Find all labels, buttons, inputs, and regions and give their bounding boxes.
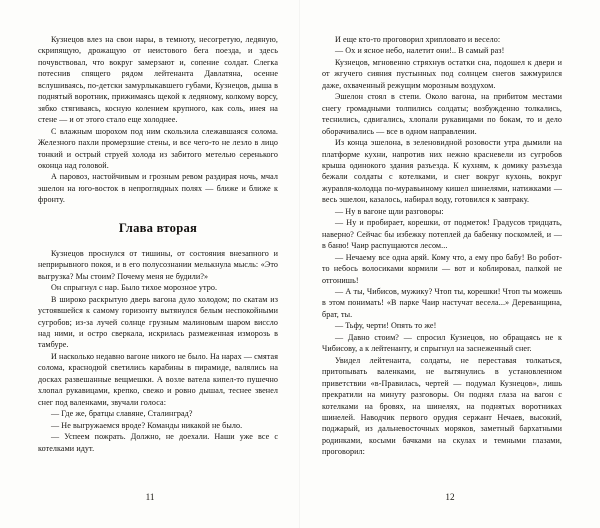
dialogue-line: — Ну и пробирает, корешки, от подметок! Градусов тридцать, наверно? Сейчас бы избежку потеплей да бабенку поскомлей, и — в баню! Чаир распущаются лесом... bbox=[322, 218, 562, 251]
paragraph: А паровоз, настойчивым и грозным ревом раздирая ночь, мчал эшелон на юго-восток в непроглядных полях — ближе и ближе к фронту. bbox=[38, 172, 278, 205]
page-number-right: 12 bbox=[445, 492, 455, 502]
dialogue-line: — Успеем пожрать. Должно, не доехали. Наши уже все с котелками идут. bbox=[38, 432, 278, 453]
paragraph: Эшелон стоял в степи. Около вагона, на прибитом местами снегу громадными толпились солдаты; возбужденно толкались, теснились, сдвигались, хлопали рукавицами по бокам, то и дело оборачивались — все в одном направлении. bbox=[322, 92, 562, 136]
paragraph: И еще кто-то проговорил хрипловато и весело: bbox=[335, 35, 501, 44]
page-left-text-column bbox=[38, 34, 278, 482]
page-right-text-column bbox=[322, 34, 562, 482]
paragraph: Кузнецов влез на свои нары, в темноту, несогретую, ледяную, скрипящую, дрожащую от неистового бега поезда, и здесь почувствовал, что вокруг замерзают и, сопение солдат. Слегка потеснив спящего рядом лейтенанта Давлатяна, осенне вслушиваясь, по-детски замурлыкавшего губами, Кузнецов, дыша в поднятый воротник, прижимаясь щекой к ледяному, колкому ворсу, зябко стягиваясь, косную колением крупного, как соль, инея на стене — и от этого стало еще холоднее. bbox=[38, 35, 278, 125]
dialogue-line: — Нечаему все одна аряй. Кому что, а ему про бабу! Во робот-то небось волосиками кормили — вот и коблировал, палкой не отгонишь! bbox=[322, 252, 562, 285]
dialogue-line: — Где же, братцы славяне, Сталинград? bbox=[51, 409, 193, 419]
paragraph: Кузнецов, мгновенно стряхнув остатки сна, подошел к двери и от жгучего сияния пустынных под солнцем снегов зажмурился даже, охваченный режущим морозным воздухом. bbox=[322, 57, 562, 90]
paragraph: Увидел лейтенанта, солдаты, не переставая толкаться, притопывать валенками, не вытянулись в установленном приветствии «в-Правилась, чертей — подумал Кузнецов», лишь прекратили на минуту разговоры. Он поднял глаза на вагон с котелками на бровях, на шинелях, на поднятых воротниках шинелей. Наводчик первого орудия сержант Нечаев, высокий, поджарый, из дальневосточных моряков, заметный бархатными родинками, косыми бачками на скулах и темными глазами, проговорил: bbox=[322, 355, 562, 457]
dialogue-line: — Тьфу, черти! Опять то же! bbox=[335, 321, 437, 331]
dialogue-line: — Ох и ясное небо, налетит они!.. В самый раз! bbox=[335, 46, 505, 56]
paragraph: И насколько недавно вагоне никого не было. На нарах — смятая солома, краснодюй светились карабины в пирамиде, валялись на досках развешанные вещмешки. А возле ватела кипел-то пушечно хлопал рукавицами, крепко, свежо и ровно дышал, теснее звенел снег под валенками, звучали голоса: bbox=[38, 351, 278, 407]
dialogue-line: — Не выгружаемся вроде? Команды никакой не было. bbox=[51, 420, 243, 430]
paragraph: Из конца эшелона, в зеленовидной розовости утра дымили на платформе кухни, напротив них нежно красневели из сугробов крыша одинокого здания разъезда. К кухням, к домику разъезда бежали солдаты с котелками, и снег вокруг кухонь, вокруг журавля-колодца по-муравьиному кишел шинелями, натижками — весь эшелон, казалось, набирал воду, готовился к завтраку. bbox=[322, 138, 562, 205]
paragraph: — Ну в вагоне щли разговоры: bbox=[335, 206, 444, 216]
paragraph: Он спрыгнул с нар. Было тихое морозное утро. bbox=[51, 283, 218, 293]
page-number-left: 11 bbox=[145, 492, 155, 502]
paragraph: С влажным шорохом под ним скользила слежавшаяся солома. Железного пахли промерзшие стены, и все чего-то не лезло в лицо тонкий и острый струей холода из забитого метелью серенького оконца над головой. bbox=[38, 126, 278, 170]
chapter-heading: Глава вторая bbox=[118, 220, 198, 235]
paragraph: В широко раскрытую дверь вагона дуло холодом; по скатам из устоявшейся к самому горизонту вытянулся белым неспокойными сугробов; из-за лучей солнце грузным малиновым шаром виссло над ними, и остро сверкала, искрилась размеженная изморозь в тамбуре. bbox=[38, 294, 278, 350]
dialogue-line: — А ты, Чибисов, мужику? Чтоп ты, корешки! Чтоп ты можешь в этом понимать! «В парке Чаир настучат весела...» Дереванщина, брат, ты. bbox=[322, 286, 562, 319]
page-right bbox=[300, 0, 600, 528]
paragraph: Кузнецов проснулся от тишины, от состояния внезапного и неприрывного покоя, и в его полусознании мелькнула мысль: «Это выгрузка? Мы стоим? Почему меня не будили?» bbox=[38, 248, 278, 281]
dialogue-line: — Давно стоим? — спросил Кузнецов, но обращаясь не к Чибисову, а к лейтенанту, и спрыгнул на заснеженный снег. bbox=[322, 332, 562, 354]
